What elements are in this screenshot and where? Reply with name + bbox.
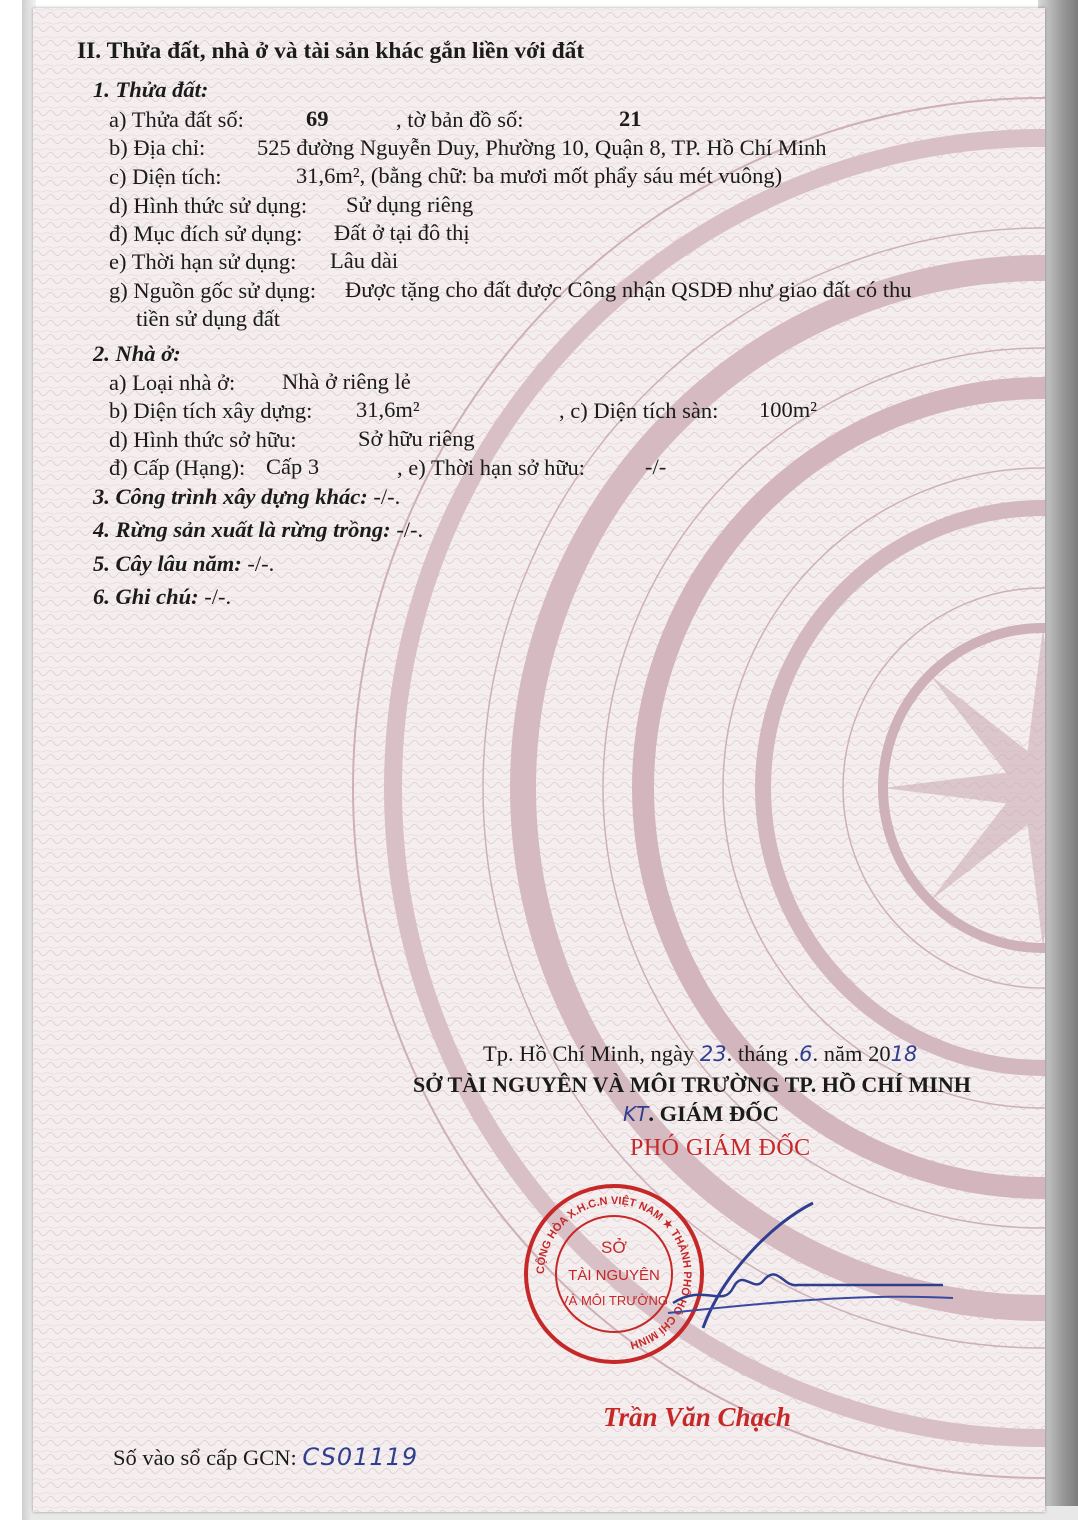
floor-area-label: , c) Diện tích sàn: <box>559 398 719 423</box>
own-term-value: -/- <box>645 454 667 479</box>
certificate-page <box>33 8 1045 1512</box>
house-heading: 2. Nhà ở: <box>93 341 181 366</box>
ownership-label: d) Hình thức sở hữu: <box>109 427 297 452</box>
usage-form-label: d) Hình thức sử dụng: <box>109 193 308 218</box>
purpose-value: Đất ở tại đô thị <box>334 220 470 245</box>
seal-line-3: VÀ MÔI TRƯỜNG <box>560 1293 668 1308</box>
notes-label: 6. Ghi chú: <box>93 584 199 609</box>
house-type-label: a) Loại nhà ở: <box>109 370 236 395</box>
seal-line-2: TÀI NGUYÊN <box>568 1267 660 1284</box>
registry-number: CS01119 <box>302 1443 419 1471</box>
registry-row <box>113 1445 418 1470</box>
perennial-label: 5. Cây lâu năm: <box>93 551 242 576</box>
parcel-label: a) Thửa đất số: <box>109 107 244 132</box>
address-value: 525 đường Nguyễn Duy, Phường 10, Quận 8, TP. Hồ Chí Minh <box>257 135 827 160</box>
seal-ring-text: CỘNG HÒA X.H.C.N VIỆT NAM ★ THÀNH PHỐ HỒ CHÍ MINH <box>534 1194 694 1352</box>
kt-handwritten: KT <box>623 1102 649 1126</box>
forest-value: -/-. <box>396 517 424 542</box>
deputy-director-title: PHÓ GIÁM ĐỐC <box>630 1135 811 1161</box>
usage-form-value: Sử dụng riêng <box>346 192 474 217</box>
director-line <box>623 1103 779 1126</box>
term-value: Lâu dài <box>330 248 399 273</box>
place-date-prefix: Tp. Hồ Chí Minh, ngày <box>483 1041 695 1066</box>
perennial-value: -/-. <box>247 551 275 576</box>
forest-row <box>93 519 423 542</box>
grade-value: Cấp 3 <box>266 454 320 479</box>
forest-label: 4. Rừng sản xuất là rừng trồng: <box>93 517 391 542</box>
ownership-value: Sở hữu riêng <box>358 426 475 451</box>
director-title: . GIÁM ĐỐC <box>648 1101 779 1126</box>
notes-row <box>93 586 231 609</box>
term-label: e) Thời hạn sử dụng: <box>109 249 297 274</box>
origin-line-2: tiền sử dụng đất <box>136 306 281 331</box>
perennial-row <box>93 553 274 576</box>
seal-line-1: SỞ <box>601 1238 627 1257</box>
house-type-value: Nhà ở riêng lẻ <box>282 369 411 394</box>
grade-label: đ) Cấp (Hạng): <box>109 455 246 480</box>
signer-name: Trần Văn Chạch <box>603 1402 792 1432</box>
build-area-value: 31,6m² <box>356 397 420 422</box>
section-title: II. Thửa đất, nhà ở và tài sản khác gắn liền với đất <box>77 38 585 64</box>
build-area-label: b) Diện tích xây dựng: <box>109 398 313 423</box>
map-label: , tờ bản đồ số: <box>396 107 524 132</box>
date-year-suffix: 18 <box>890 1042 918 1066</box>
origin-label: g) Nguồn gốc sử dụng: <box>109 278 317 303</box>
purpose-label: đ) Mục đích sử dụng: <box>109 221 303 246</box>
notes-value: -/-. <box>204 584 232 609</box>
place-date-line: Tp. Hồ Chí Minh, ngày 23. tháng .6. năm 2018 <box>483 1041 918 1066</box>
own-term-label: , e) Thời hạn sở hữu: <box>397 455 586 480</box>
authority-name: SỞ TÀI NGUYÊN VÀ MÔI TRƯỜNG TP. HỒ CHÍ MINH <box>413 1072 971 1097</box>
area-label: c) Diện tích: <box>109 164 222 189</box>
area-value: 31,6m², (bằng chữ: ba mươi mốt phẩy sáu mét vuông) <box>296 163 783 188</box>
year-label: năm 20 <box>823 1041 891 1066</box>
handwritten-signature <box>663 1193 963 1333</box>
map-number: 21 <box>619 106 642 131</box>
date-day: 23 <box>699 1042 727 1066</box>
floor-area-value: 100m² <box>759 397 817 422</box>
other-construction-row <box>93 486 400 509</box>
month-label: tháng <box>737 1041 788 1066</box>
other-construction-value: -/-. <box>373 484 401 509</box>
other-construction-label: 3. Công trình xây dựng khác: <box>93 484 368 509</box>
address-label: b) Địa chỉ: <box>109 135 206 160</box>
date-month: 6 <box>799 1042 813 1066</box>
registry-label: Số vào sổ cấp GCN: <box>113 1445 297 1470</box>
origin-line-1: Được tặng cho đất được Công nhận QSDĐ như giao đất có thu <box>345 277 912 302</box>
parcel-number: 69 <box>306 106 329 131</box>
land-heading: 1. Thửa đất: <box>93 77 209 102</box>
